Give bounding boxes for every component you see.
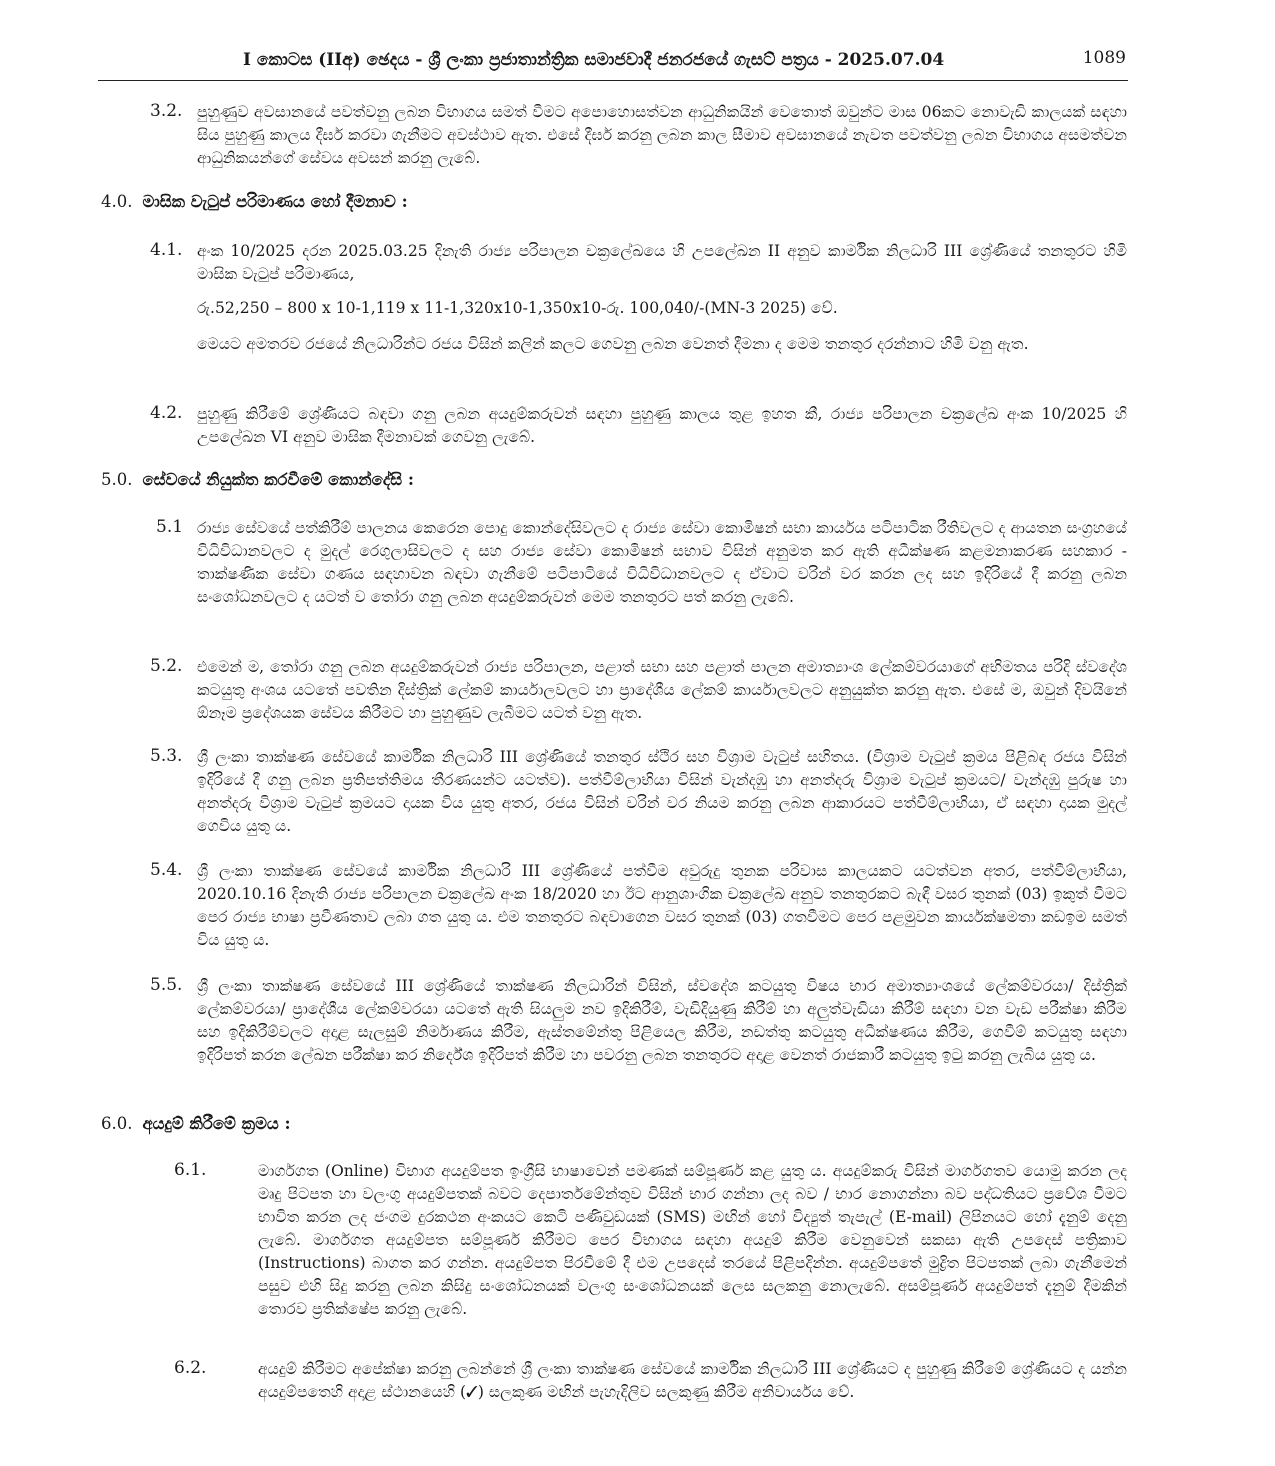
- heading-number: 6.0.: [101, 1114, 133, 1133]
- section-6-2-text: අයදුම් කිරීමට අපේක්ෂා කරනු ලබන්නේ ශ්‍රී ලංකා තාක්ෂණ සේවයේ කාර්මික නිලධාරි III ශ්‍රේණියට ද පුහුණු කිරීමේ ශ්‍රේණියට ද යන්න අයදුම්පතෙහි අදාළ ස්ථානයෙහි (✓) සලකුණ මඟින් පැහැදිලිව සලකුණු කිරීම අනිවාර්යය වේ.: [258, 1360, 1127, 1401]
- heading-number: 5.0.: [101, 470, 133, 489]
- section-number: 3.2.: [150, 101, 183, 121]
- section-5-3-text: ශ්‍රී ලංකා තාක්ෂණ සේවයේ කාර්මික නිලධාරි III ශ්‍රේණියේ තනතුර ස්ථිර සහ විශ්‍රාම වැටුප් සහිතය. (විශ්‍රාම වැටුප් ක්‍රමය පිළිබඳ රජය විසින් ඉදිරියේ දී ගනු ලබන ප්‍රතිපත්තිමය තීරණයන්ට යටත්ව). පත්වීම්ලාභියා විසින් වැන්දඹු හා අනත්දරු විශ්‍රාම වැටුප් ක්‍රමයට/ වැන්දඹු පුරුෂ හා අනත්දරු විශ්‍රාම වැටුප් ක්‍රමයට දායක විය යුතු අතර, රජය විසින් වරින් වර නියම කරනු ලබන ආකාරයට පත්වීම්ලාභියා, ඒ සඳහා දායක මුදල් ගෙවිය යුතු ය.: [197, 748, 1127, 835]
- section-6-1-text: මාර්ගගත (Online) විභාග අයදුම්පත ඉංග්‍රීසි භාෂාවෙන් පමණක් සම්පූර්ණ කළ යුතු ය. අයදුම්කරු විසින් මාර්ගගතව යොමු කරන ලද මෘදු පිටපත හා වලංගු අයදුම්පතක් බවට දෙපාර්තමේන්තුව විසින් භාර ගන්නා ලද බව / භාර නොගන්නා බව පද්ධතියට ප්‍රවේශ වීමට භාවිත කරන ලද ජංගම දුරකථන අංකයට කෙටි පණිවුඩයක් (SMS) මඟින් හෝ විද්‍යුත් තැපැල් (E-mail) ලිපිනයට හෝ දැනුම් දෙනු ලැබේ. මාර්ගගත අයදුම්පත සම්පූර්ණ කිරීමට පෙර විභාගය සඳහා අයදුම් කිරීම වෙනුවෙන් සකසා ඇති උපදෙස් පත්‍රිකාව (Instructions) බාගත කර ගන්න. අයදුම්පත පිරවීමේ දී එම උපදෙස් තරයේ පිළිපදින්න. අයදුම්පතේ මුද්‍රිත පිටපතක් ලබා ගැනීමෙන් පසුව එහි සිදු කරනු ලබන කිසිදු සංශෝධනයක් වලංගු සංශෝධනයක් ලෙස සලකනු නොලැබේ. අසම්පූර්ණ අයදුම්පත් දැනුම් දීමකින් තොරව ප්‍රතික්ෂේප කරනු ලැබේ.: [258, 1162, 1127, 1318]
- section-number: 5.1: [156, 517, 184, 537]
- section-4-2-text: පුහුණු කිරීමේ ශ්‍රේණියට බඳවා ගනු ලබන අයදුම්කරුවන් සඳහා පුහුණු කාලය තුළ ඉහත කී, රාජ්‍ය පරිපාලන චක්‍රලේඛ අංක 10/2025 හි උපලේඛන VI අනුව මාසික දීමනාවක් ගෙවනු ලැබේ.: [197, 405, 1127, 446]
- heading-title: මාසික වැටුප් පරිමාණය හෝ දීමනාව :: [142, 192, 408, 211]
- section-number: 6.1.: [174, 1160, 207, 1180]
- section-5-1-text: රාජ්‍ය සේවයේ පත්කිරීම් පාලනය කෙරෙන පොදු කොන්දේසිවලට ද රාජ්‍ය සේවා කොමිෂන් සභා කාර්යය පටිපාටික රීතිවලට ද ආයතන සංග්‍රහයේ විධිවිධානවලට ද මුදල් රෙගුලාසිවලට ද සහ රාජ්‍ය සේවා කොමිෂන් සභාව විසින් අනුමත කර ඇති අධීක්ෂණ කළමනාකරණ සහකාර - තාක්ෂණික සේවා ගණය සඳහාවන බඳවා ගැනීමේ පටිපාටියේ විධිවිධානවලට ද ඒවාට වරින් වර කරන ලද සහ ඉදිරියේ දී කරනු ලබන සංශෝධනවලට ද යටත් ව තෝරා ගනු ලබන අයදුම්කරුවන් මෙම තනතුරට පත් කරනු ලැබේ.: [197, 519, 1127, 606]
- heading-number: 4.0.: [101, 192, 133, 211]
- section-5-4-text: ශ්‍රී ලංකා තාක්ෂණ සේවයේ කාර්මික නිලධාරි III ශ්‍රේණියේ පත්වීම අවුරුදු තුනක පරිවාස කාලයකට යටත්වන අතර, පත්වීම්ලාභියා, 2020.10.16 දිනැති රාජ්‍ය පරිපාලන චක්‍රලේඛ අංක 18/2020 හා ඊට ආනුශාංගික චක්‍රලේඛ අනුව තනතුරකට බැඳී වසර තුනක් (03) ඉකුත් වීමට පෙර රාජ්‍ය භාෂා ප්‍රවීණතාව ලබා ගත යුතු ය. එම තනතුරට බඳවාගෙන වසර තුනක් (03) ගතවීමට පෙර පළමුවන කාර්යක්ෂමතා කඩඉම සමත් විය යුතු ය.: [197, 862, 1127, 949]
- section-5-5-text: ශ්‍රී ලංකා තාක්ෂණ සේවයේ III ශ්‍රේණියේ තාක්ෂණ නිලධාරින් විසින්, ස්වදේශ කටයුතු විෂය භාර අමාත්‍යාංශයේ ලේකම්වරයා/ දිස්ත්‍රික් ලේකම්වරයා/ ප්‍රාදේශීය ලේකම්වරයා යටතේ ඇති සියලුම නව ඉදිකිරීම්, වැඩිදියුණු කිරීම් හා අලුත්වැඩියා කිරීම් සඳහා වන වැඩ පරීක්ෂා කිරීම සහ ඉදිකිරීම්වලට අදාළ සැලසුම් නිර්මාණය කිරීම, ඇස්තමේන්තු පිළියෙල කිරීම, නඩත්තු කටයුතු අධීක්ෂණය කිරීම, ගෙවීම් කටයුතු සඳහා ඉදිරිපත් කරන ලේඛන පරීක්ෂා කර නිර්දේශ ඉදිරිපත් කිරීම හා පවරනු ලබන තනතුරට අදාළ වෙනත් රාජකාරී කටයුතු ඉටු කරනු ලැබිය යුතු ය.: [197, 977, 1128, 1064]
- heading-6-0: [101, 1114, 291, 1134]
- salary-scale: රු.52,250 – 800 x 10-1,119 x 11-1,320x10-1,350x10-රු. 100,040/-(MN-3 2025) වේ.: [197, 299, 838, 317]
- heading-5-0: [101, 470, 414, 490]
- section-number: 4.1.: [150, 240, 183, 260]
- section-3-2-text: පුහුණුව අවසානයේ පවත්වනු ලබන විභාගය සමත් වීමට අපොහොසත්වන ආධුනිකයින් වෙතොත් ඔවුන්ට මාස 06කට නොවැඩි කාලයක් සඳහා සිය පුහුණු කාලය දීර්ඝ කරවා ගැනීමට අවස්ථාව ඇත. එසේ දීර්ඝ කරනු ලබන කාල සීමාව අවසානයේ නැවත පවත්වනු ලබන විභාගය අසමත්වන ආධුනිකයන්ගේ සේවය අවසන් කරනු ලැබේ.: [197, 103, 1127, 167]
- section-number: 4.2.: [150, 403, 183, 423]
- page-header: [98, 44, 1128, 81]
- section-number: 5.5.: [150, 975, 183, 995]
- section-5-2-text: එමෙන් ම, තෝරා ගනු ලබන අයදුම්කරුවන් රාජ්‍ය පරිපාලන, පළාත් සභා සහ පළාත් පාලන අමාත්‍යාංශ ලේකම්වරයාගේ අභිමතය පරිදි ස්වදේශ කටයුතු අංශය යටතේ පවතින දිස්ත්‍රික් ලේකම් කාර්යාලවලට හා ප්‍රාදේශීය ලේකම් කාර්යාලවලට අනුයුක්ත කරනු ඇත. එසේ ම, ඔවුන් දිවයිනේ ඕනෑම ප්‍රදේශයක සේවය කිරීමට හා පුහුණුව ලැබීමට යටත් වනු ඇත.: [197, 658, 1127, 722]
- page-number: 1089: [1082, 48, 1126, 68]
- section-4-1-extra: මෙයට අමතරව රජයේ නිලධාරින්ට රජය විසින් කලින් කලට ගෙවනු ලබන වෙනත් දීමනා ද මෙම තනතුර දරන්නාට හිමි වනු ඇත.: [197, 335, 1029, 353]
- header-title: I කොටස (IIඅ) ඡෙදය - ශ්‍රී ලංකා ප්‍රජාතාන්ත්‍රික සමාජවාදී ජනරජයේ ගැසට් පත්‍රය - 2025.07.04: [243, 50, 945, 70]
- heading-title: අයදුම් කිරීමේ ක්‍රමය :: [142, 1114, 291, 1133]
- section-4-1-text: අංක 10/2025 දරන 2025.03.25 දිනැති රාජ්‍ය පරිපාලන චක්‍රලේඛයෙ හි උපලේඛන II අනුව කාර්මික නිලධාරි III ශ්‍රේණියේ තනතුරට හිමි මාසික වැටුප් පරිමාණය,: [197, 242, 1127, 283]
- heading-title: සේවයේ නියුක්ත කරවීමේ කොන්දේසි :: [142, 470, 414, 489]
- heading-4-0: [101, 192, 408, 212]
- section-number: 5.2.: [150, 656, 183, 676]
- section-number: 5.4.: [150, 860, 183, 880]
- section-number: 5.3.: [150, 746, 183, 766]
- section-number: 6.2.: [174, 1358, 207, 1378]
